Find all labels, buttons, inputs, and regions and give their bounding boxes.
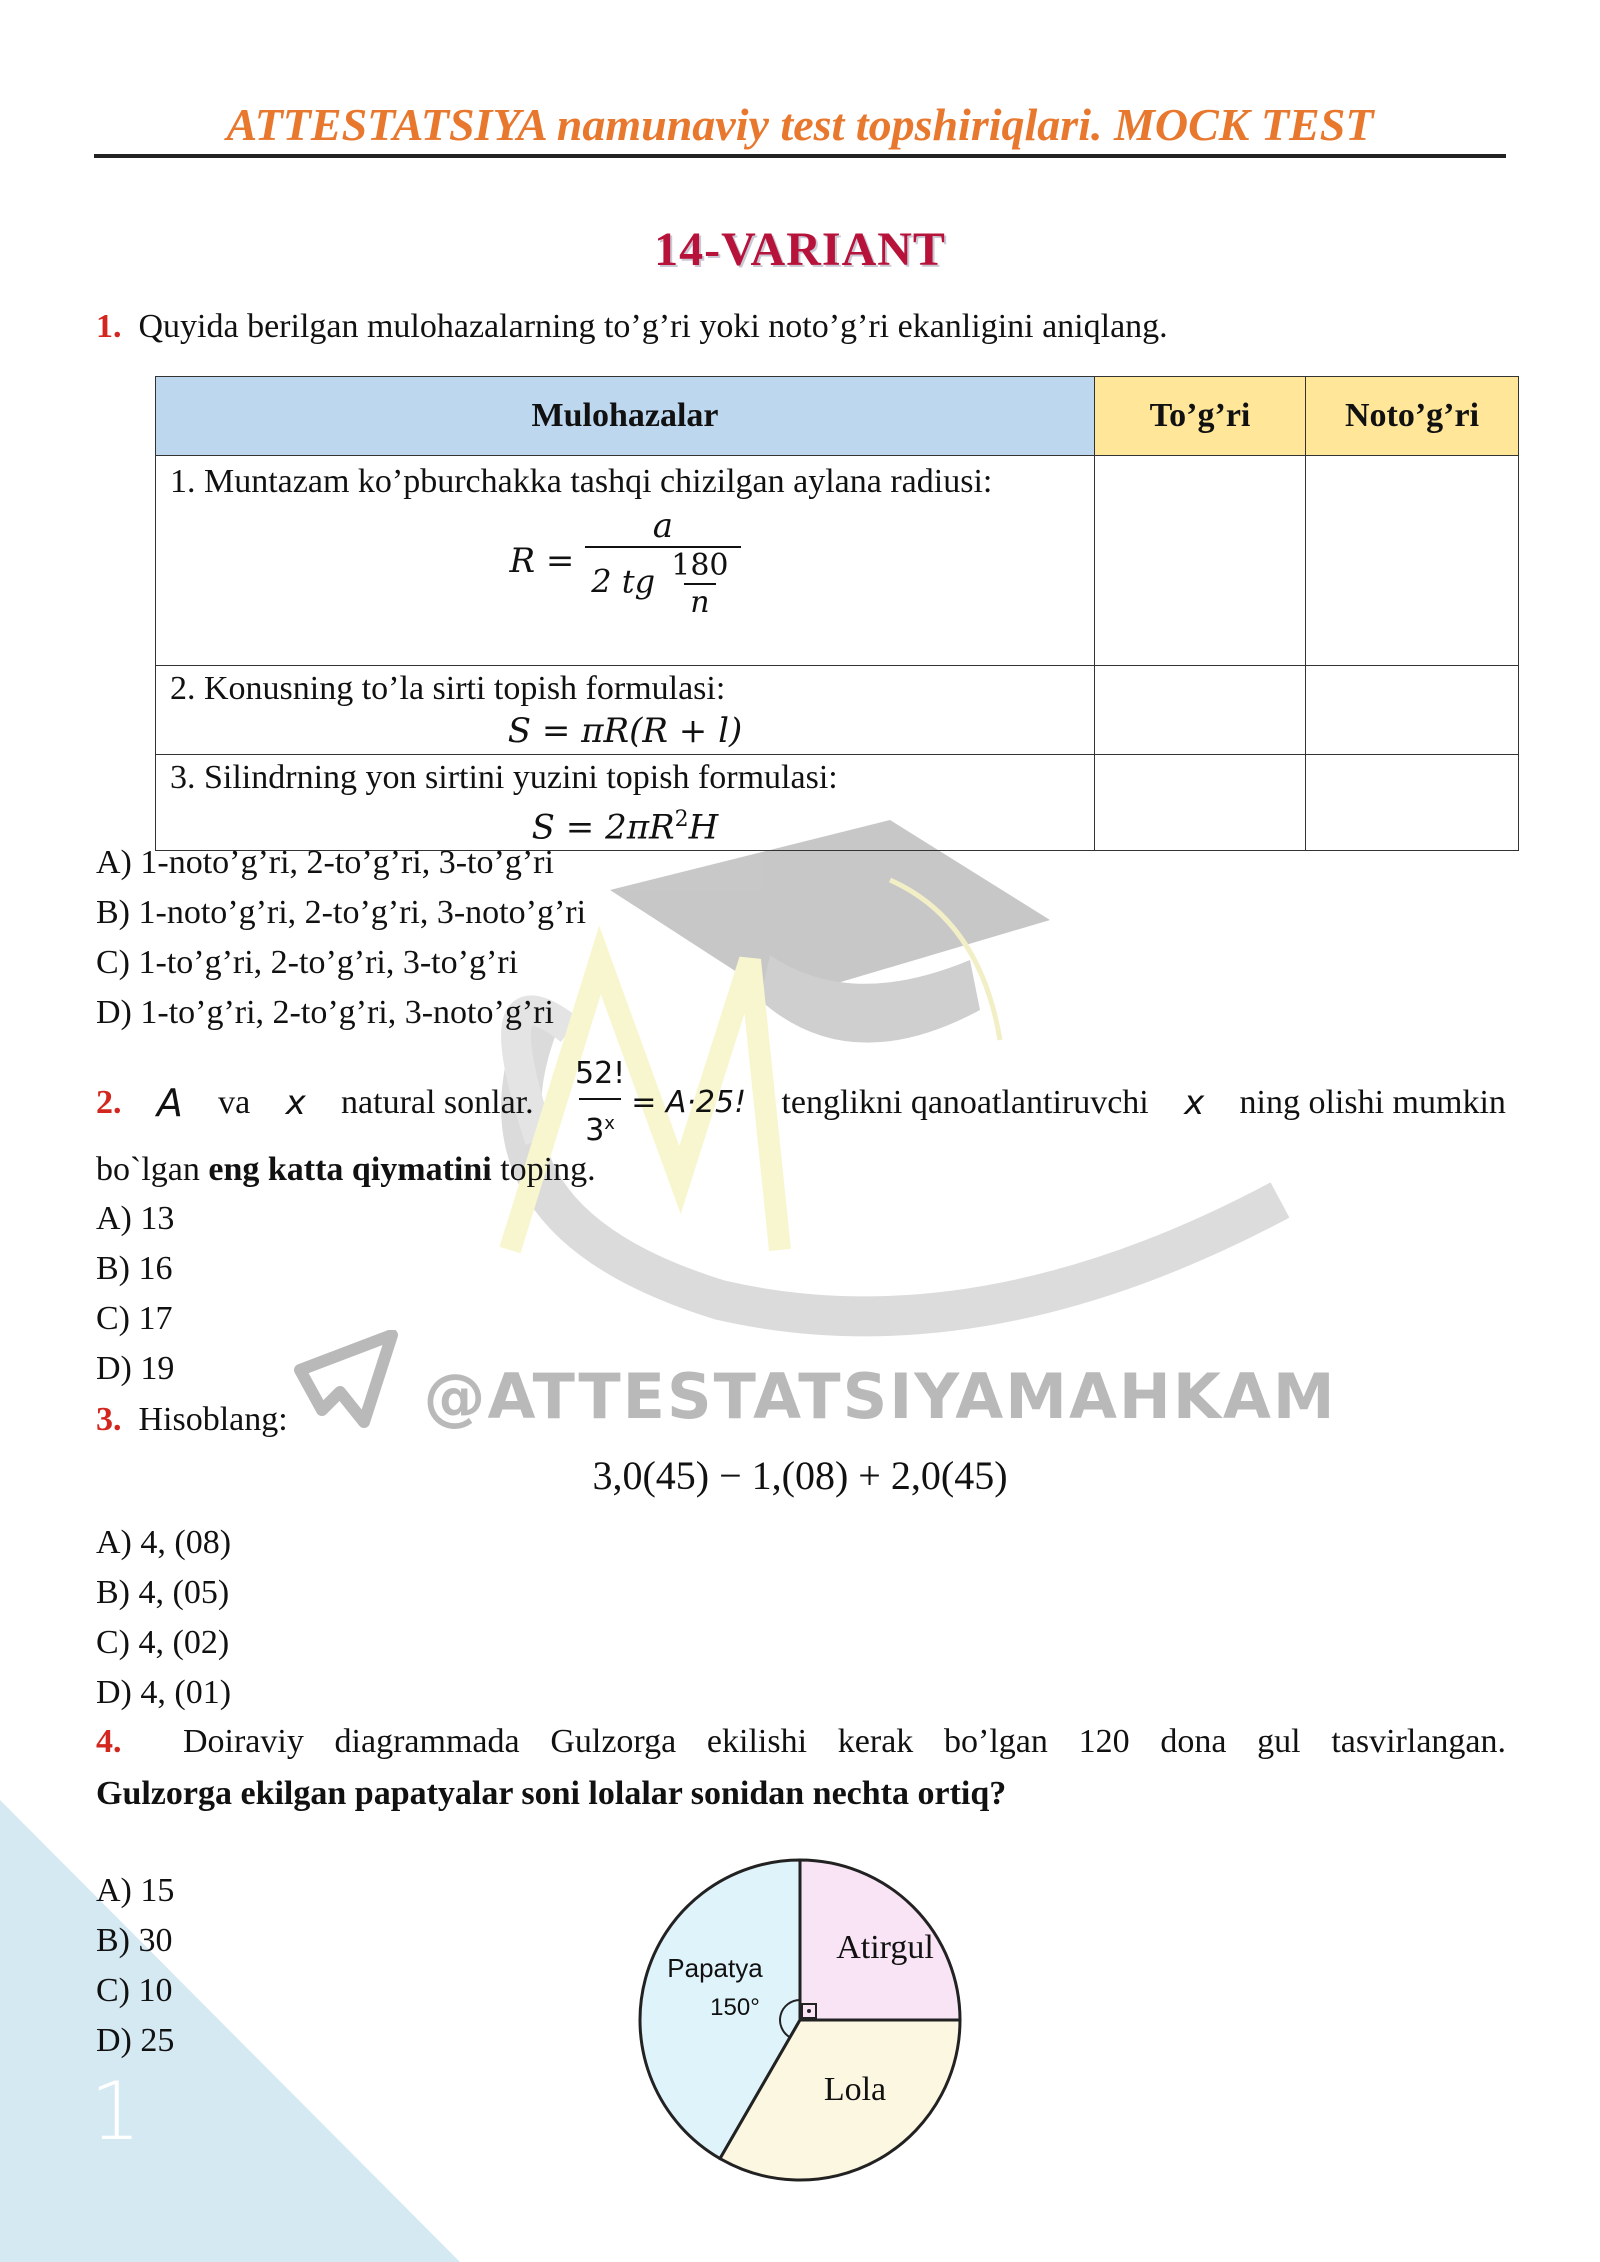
statement-text: 3. Silindrning yon sirtini yuzini topish formulasi: [170,759,838,796]
table-header-false: Noto’g’ri [1306,377,1519,456]
statement-text: 2. Konusning to’la sirti topish formulasi: [170,670,726,707]
option-a[interactable]: A) 4, (08) [96,1524,232,1561]
question-2-line2: bo`lgan eng katta qiymatini toping. [96,1151,596,1188]
answer-cell-false[interactable] [1306,666,1519,755]
option-a[interactable]: A) 1-noto’g’ri, 2-to’g’ri, 3-to’g’ri [96,844,554,881]
answer-cell-true[interactable] [1095,755,1306,851]
equation: $\frac{52!}{3^x}$ = A·25! [569,1050,746,1155]
question-4: 4. Doiraviy diagrammada Gulzorga ekilishi kerak bo’lgan 120 dona gul tasvirlangan. [96,1723,1506,1760]
option-b[interactable]: B) 1-noto’g’ri, 2-to’g’ri, 3-noto’g’ri [96,894,587,931]
question-number: 4. [96,1723,122,1760]
pie-label-papatya: Papatya [667,1953,763,1983]
q1-options [96,838,586,1038]
question-number: 2. [96,1083,122,1121]
q4-options [96,1866,174,2066]
table-header-statement: Mulohazalar [156,377,1095,456]
question-number: 3. [96,1401,122,1438]
var-a: A [156,1080,183,1125]
corner-decoration [0,1800,480,2262]
option-d[interactable]: D) 4, (01) [96,1674,232,1711]
question-1 [96,303,1516,351]
option-c[interactable]: C) 1-to’g’ri, 2-to’g’ri, 3-to’g’ri [96,944,519,981]
statement-formula: S = πR(R + l) [507,711,743,751]
statement-text: 1. Muntazam ko’pburchakka tashqi chizilgan aylana radiusi: [170,463,993,500]
option-a[interactable]: A) 15 [96,1872,175,1909]
expression: 3,0(45) − 1,(08) + 2,0(45) [592,1453,1008,1498]
table-row [156,755,1519,851]
question-text: Quyida berilgan mulohazalarning to’g’ri yoki noto’g’ri ekanligini aniqlang. [138,308,1168,345]
answer-cell-false[interactable] [1306,456,1519,666]
option-b[interactable]: B) 30 [96,1922,173,1959]
q2-options [96,1194,174,1394]
statement-formula: $S = 2\pi R^2H$ [531,807,719,848]
option-c[interactable]: C) 17 [96,1300,173,1337]
option-c[interactable]: C) 10 [96,1972,173,2009]
var-x: x [285,1082,306,1123]
watermark-handle: @ATTESTATSIYAMAHKAM [423,1360,1337,1433]
pie-label-atirgul: Atirgul [836,1929,934,1966]
answer-cell-true[interactable] [1095,456,1306,666]
table-row [156,456,1519,666]
pie-label-angle: 150° [710,1994,760,2021]
option-d[interactable]: D) 1-to’g’ri, 2-to’g’ri, 3-noto’g’ri [96,994,554,1031]
pie-label-lola: Lola [823,2071,887,2108]
statement-formula: R = a 2 tg $\frac{180}{n}$ [170,506,1080,620]
header-divider [94,154,1506,158]
pie-chart [630,1850,970,2190]
option-c[interactable]: C) 4, (02) [96,1624,230,1661]
answer-cell-true[interactable] [1095,666,1306,755]
option-a[interactable]: A) 13 [96,1200,175,1237]
option-b[interactable]: B) 4, (05) [96,1574,230,1611]
variant-title: 14-VARIANT [654,223,946,276]
q3-options [96,1518,231,1718]
page-number: 1 [90,2065,141,2158]
header-title: ATTESTATSIYA namunaviy test topshiriqlari. MOCK TEST [226,99,1374,150]
right-angle-dot [807,2009,811,2013]
question-3: 3. Hisoblang: [96,1401,288,1438]
option-b[interactable]: B) 16 [96,1250,173,1287]
option-d[interactable]: D) 25 [96,2022,175,2059]
question-2: 2. A va x natural sonlar. $\frac{52!}{3^x}$ = A·25! tenglikni qanoatlantiruvchi x ning olishi mumkin [96,1050,1506,1155]
answer-cell-false[interactable] [1306,755,1519,851]
option-d[interactable]: D) 19 [96,1350,175,1387]
table-row [156,666,1519,755]
question-number: 1. [96,308,122,345]
table-header-true: To’g’ri [1095,377,1306,456]
question-4-bold: Gulzorga ekilgan papatyalar soni lolalar sonidan nechta ortiq? [96,1775,1007,1812]
statements-table [155,376,1519,851]
